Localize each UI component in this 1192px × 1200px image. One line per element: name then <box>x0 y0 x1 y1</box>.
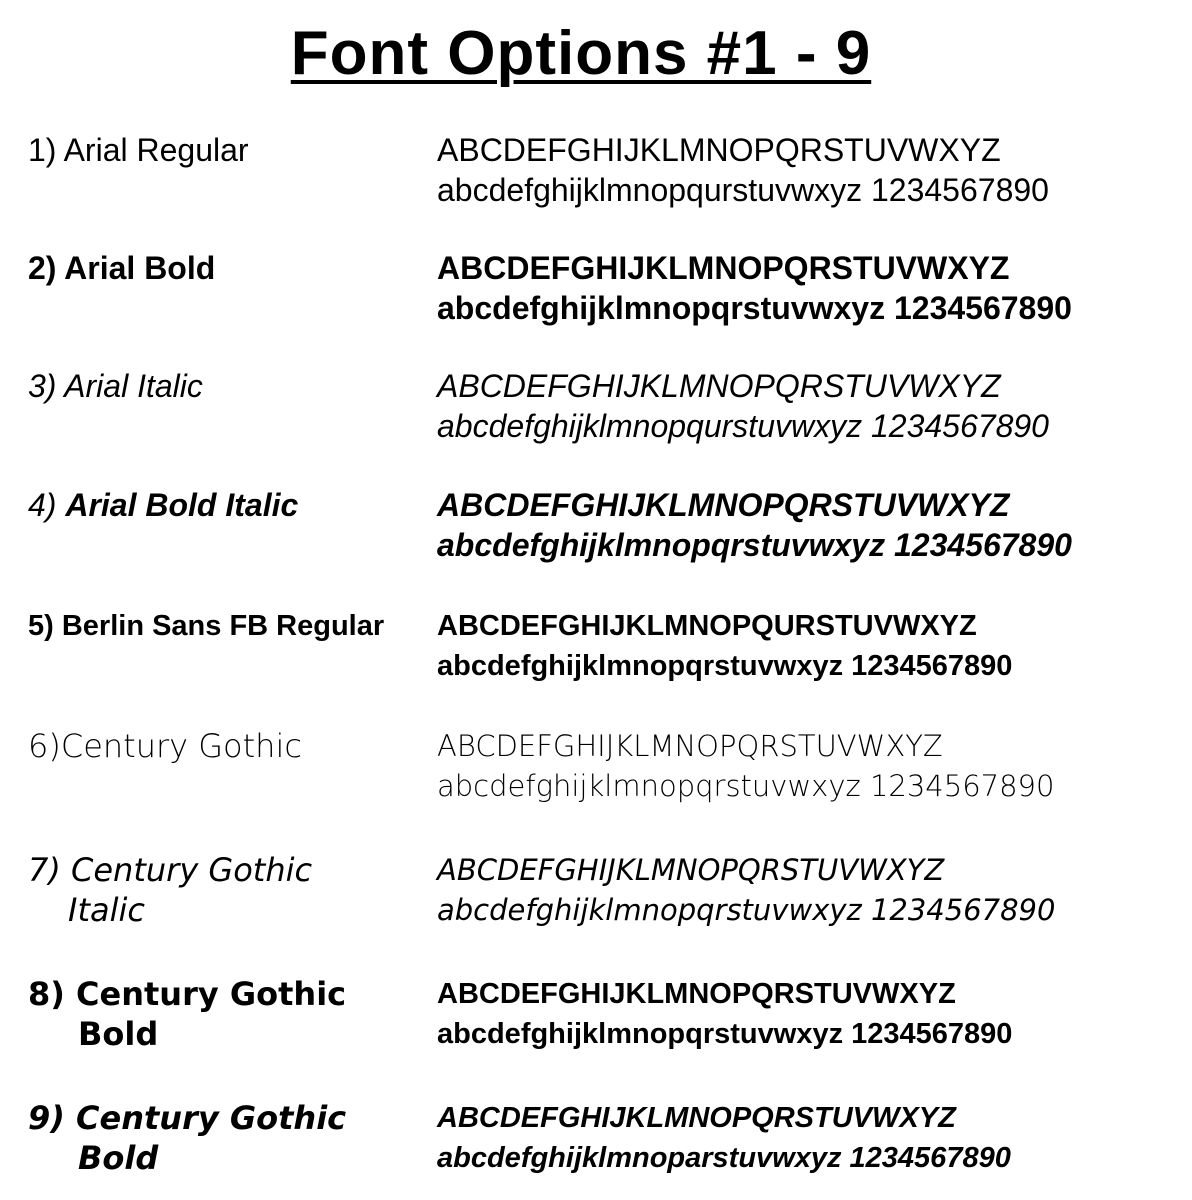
lowercase-sample: abcdefghijklmnopqurstuvwxyz 1234567890 <box>437 408 1049 444</box>
font-sample <box>437 850 1055 930</box>
uppercase-sample: ABCDEFGHIJKLMNOPQRSTUVWXYZ <box>437 250 1010 286</box>
font-sample <box>437 726 1054 806</box>
font-sample <box>437 606 1012 686</box>
font-sample <box>437 130 1049 210</box>
page-title: Font Options #1 - 9 <box>290 19 872 88</box>
font-label: 8) Century Gothic Bold <box>28 975 347 1053</box>
font-sample <box>437 366 1049 446</box>
lowercase-sample: abcdefghijklmnopqrstuvwxyz 1234567890 <box>437 650 1013 682</box>
lowercase-sample: abcdefghijklmnoparstuvwxyz 1234567890 <box>437 1142 1011 1174</box>
lowercase-sample: abcdefghijklmnopqrstuvwxyz 1234567890 <box>437 769 1055 803</box>
font-sample <box>437 485 1072 565</box>
font-label: 1) Arial Regular <box>28 132 249 168</box>
lowercase-sample: abcdefghijklmnopqurstuvwxyz 1234567890 <box>437 172 1049 208</box>
font-label: 9) Century Gothic Bold <box>28 1099 347 1177</box>
font-label: 4) Arial Bold Italic <box>28 487 299 523</box>
uppercase-sample: ABCDEFGHIJKLMNOPQRSTUVWXYZ <box>437 1102 956 1134</box>
font-label: 6)Century Gothic <box>28 727 302 765</box>
uppercase-sample: ABCDEFGHIJKLMNOPQURSTUVWXYZ <box>437 610 977 642</box>
uppercase-sample: ABCDEFGHIJKLMNOPQRSTUVWXYZ <box>437 853 945 887</box>
lowercase-sample: abcdefghijklmnopqrstuvwxyz 1234567890 <box>437 290 1072 326</box>
uppercase-sample: ABCDEFGHIJKLMNOPQRSTUVWXYZ <box>437 978 956 1010</box>
font-label: 7) Century Gothic Italic <box>28 851 313 929</box>
lowercase-sample: abcdefghijklmnopqrstuvwxyz 1234567890 <box>437 527 1072 563</box>
font-label: 5) Berlin Sans FB Regular <box>28 610 385 642</box>
uppercase-sample: ABCDEFGHIJKLMNOPQRSTUVWXYZ <box>437 487 1010 523</box>
lowercase-sample: abcdefghijklmnopqrstuvwxyz 1234567890 <box>437 893 1056 927</box>
uppercase-sample: ABCDEFGHIJKLMNOPQRSTUVWXYZ <box>437 368 1001 404</box>
font-label: 2) Arial Bold <box>28 250 216 286</box>
font-label: 3) Arial Italic <box>28 368 203 404</box>
uppercase-sample: ABCDEFGHIJKLMNOPQRSTUVWXYZ <box>437 132 1001 168</box>
font-sample <box>437 974 1012 1054</box>
uppercase-sample: ABCDEFGHIJKLMNOPQRSTUVWXYZ <box>437 729 943 763</box>
font-sample <box>437 1098 1011 1178</box>
lowercase-sample: abcdefghijklmnopqrstuvwxyz 1234567890 <box>437 1018 1013 1050</box>
font-sample <box>437 248 1072 328</box>
